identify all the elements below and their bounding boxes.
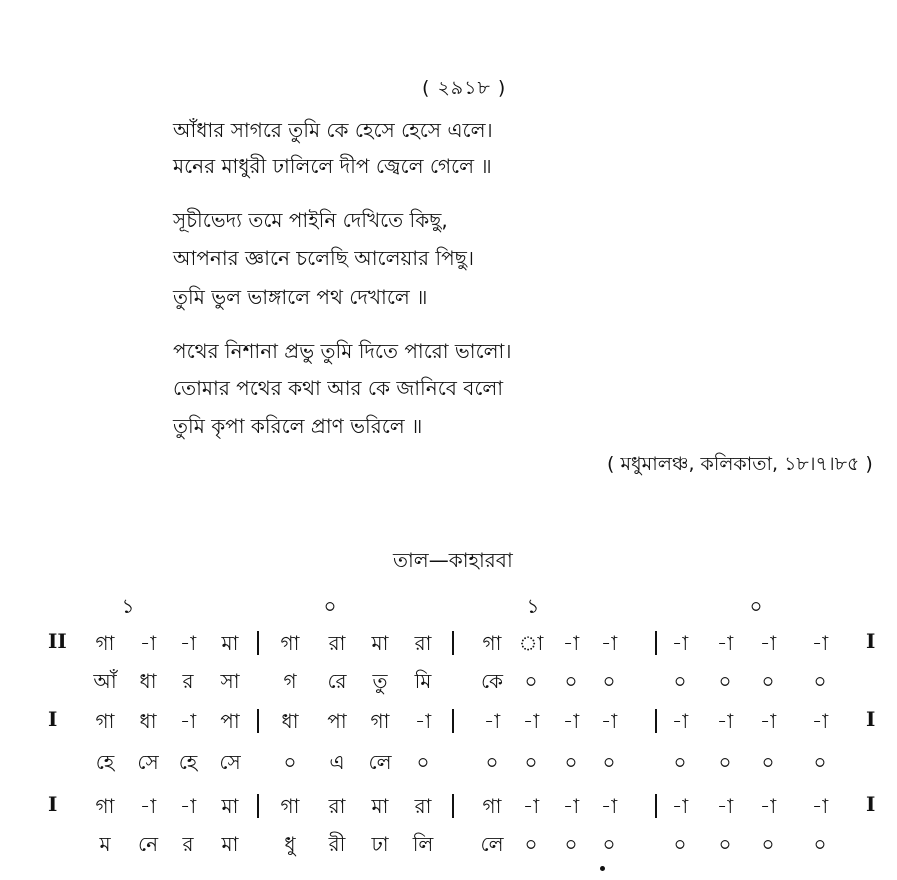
note-cell: গা [482,794,502,818]
note-cell: গা [482,631,502,655]
syllable-cell: ০ [524,832,538,856]
note-cell: -া [179,794,197,818]
syllable-cell: ০ [602,669,616,693]
syllable-cell: ০ [564,832,578,856]
syllable-cell: তু [372,669,388,693]
note-cell: -া [600,794,618,818]
syllable-cell: লে [480,832,504,856]
note-cell: -া [716,709,734,733]
note-cell: ধা [281,709,299,733]
syllable-cell: ০ [813,669,827,693]
note-cell: গা [95,794,115,818]
note-cell: মা [221,794,239,818]
syllable-cell: কে [480,669,504,693]
note-cell: রা [414,631,432,655]
note-cell: -া [483,709,501,733]
syllable-cell: ০ [761,832,775,856]
barline [257,631,259,655]
note-cell: গা [280,631,300,655]
note-cell: -া [179,631,197,655]
syllable-cell: ধু [284,832,296,856]
syllable-cell: ০ [761,669,775,693]
syllable-cell: লি [412,832,434,856]
barline [452,709,454,733]
note-cell: া [518,631,544,655]
lyric-line: তুমি কৃপা করিলে প্রাণ ভরিলে ॥ [173,414,423,438]
note-cell: -া [600,631,618,655]
syllable-cell: ০ [602,750,616,774]
end-bar-marker: I [866,629,876,653]
beat-marks-row [0,592,897,622]
barline [257,794,259,818]
syllable-cell: মি [414,669,432,693]
note-cell: -া [600,709,618,733]
syllable-cell: ঢা [371,832,389,856]
end-bar-marker: I [866,792,876,816]
lyric-line: আঁধার সাগরে তুমি কে হেসে হেসে এলে। [173,118,493,142]
tala-heading: তাল—কাহারবা [393,548,513,572]
syllable-cell: ০ [673,669,687,693]
beat-mark: ১ [526,594,540,618]
syllable-cell: ০ [485,750,499,774]
note-cell: -া [179,709,197,733]
note-cell: পা [327,709,347,733]
note-cell: রা [414,794,432,818]
syllable-cell: ০ [813,832,827,856]
note-row [0,707,897,737]
lyric-line: আপনার জ্ঞানে চলেছি আলেয়ার পিছু। [173,246,474,270]
lyric-row [0,667,897,697]
start-bar-marker: I [48,792,58,816]
syllable-cell: রী [328,832,346,856]
syllable-cell: এ [329,750,345,774]
syllable-cell: সে [137,750,159,774]
syllable-cell: ০ [718,750,732,774]
syllable-cell: লে [368,750,392,774]
lyric-line: পথের নিশানা প্রভু তুমি দিতে পারো ভালো। [173,339,512,363]
syllable-cell: ০ [813,750,827,774]
note-cell: গা [370,709,390,733]
barline [655,794,657,818]
syllable-cell: হে [95,750,115,774]
end-bar-marker: I [866,707,876,731]
note-cell: -া [671,794,689,818]
barline [655,631,657,655]
barline [452,631,454,655]
note-cell: মা [371,794,389,818]
note-cell: -া [671,709,689,733]
syllable-cell: ০ [718,669,732,693]
syllable-cell: র [182,832,194,856]
syllable-cell: সে [219,750,241,774]
syllable-cell: ধা [139,669,157,693]
beat-mark: ১ [121,594,135,618]
syllable-cell: র [182,669,194,693]
note-cell: -া [716,794,734,818]
note-cell: -া [414,709,432,733]
dot-mark [600,866,605,871]
syllable-cell: ০ [564,750,578,774]
syllable-cell: হে [178,750,198,774]
lyric-line: মনের মাধুরী ঢালিলে দীপ জ্বেলে গেলে ॥ [173,154,492,178]
note-cell: গা [95,631,115,655]
syllable-cell: আঁ [93,669,117,693]
note-cell: -া [562,794,580,818]
lyric-line: তোমার পথের কথা আর কে জানিবে বলো [173,376,504,400]
note-cell: -া [562,631,580,655]
start-bar-marker: II [48,629,67,653]
syllable-cell: ম [99,832,111,856]
note-cell: রা [328,794,346,818]
note-row [0,792,897,822]
syllable-cell: মা [221,832,239,856]
syllable-cell: ০ [283,750,297,774]
note-cell: গা [280,794,300,818]
syllable-cell: সা [220,669,240,693]
syllable-cell: ০ [416,750,430,774]
syllable-cell: ০ [524,750,538,774]
note-cell: -া [139,794,157,818]
note-cell: -া [759,709,777,733]
barline [655,709,657,733]
beat-mark: ০ [749,594,763,618]
note-cell: -া [522,794,540,818]
lyric-row [0,830,897,860]
note-cell: -া [139,631,157,655]
lyric-line: সূচীভেদ্য তমে পাইনি দেখিতে কিছু, [173,208,448,232]
note-cell: -া [716,631,734,655]
start-bar-marker: I [48,707,58,731]
source-citation: ( মধুমালঞ্চ, কলিকাতা, ১৮।৭।৮৫ ) [607,453,873,475]
song-number: ( ২৯১৮ ) [422,77,507,99]
lyric-line: তুমি ভুল ভাঙ্গালে পথ দেখালে ॥ [173,285,428,309]
syllable-cell: ০ [602,832,616,856]
note-cell: পা [220,709,240,733]
note-cell: -া [811,709,829,733]
syllable-cell: ০ [761,750,775,774]
barline [452,794,454,818]
note-row [0,629,897,659]
note-cell: -া [671,631,689,655]
note-cell: ধা [139,709,157,733]
note-cell: মা [221,631,239,655]
beat-mark: ০ [323,594,337,618]
syllable-cell: রে [327,669,347,693]
note-cell: -া [759,631,777,655]
note-cell: -া [811,794,829,818]
syllable-cell: নে [137,832,159,856]
syllable-cell: ০ [718,832,732,856]
note-cell: -া [811,631,829,655]
barline [257,709,259,733]
syllable-cell: গ [283,669,297,693]
note-cell: -া [759,794,777,818]
syllable-cell: ০ [673,750,687,774]
note-cell: -া [522,709,540,733]
syllable-cell: ০ [564,669,578,693]
syllable-cell: ০ [673,832,687,856]
note-cell: -া [562,709,580,733]
syllable-cell: ০ [524,669,538,693]
note-cell: মা [371,631,389,655]
note-cell: রা [328,631,346,655]
lyric-row [0,748,897,778]
note-cell: গা [95,709,115,733]
